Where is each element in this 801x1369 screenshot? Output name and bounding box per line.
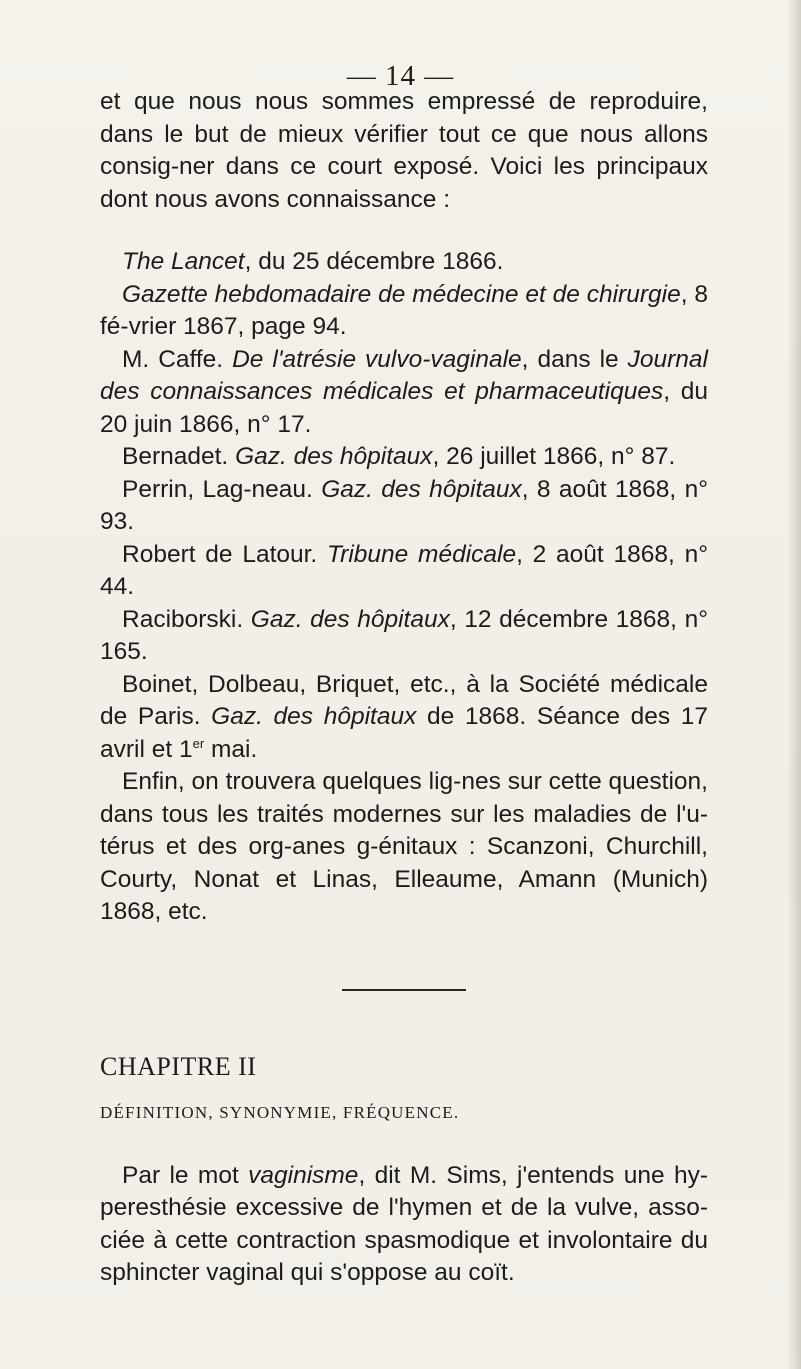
journal-title: Tribune médicale [327, 540, 517, 568]
reference-treatises: Enfin, on trouvera quelques lig-nes sur cette question, dans tous les traités modernes sur les maladies de l'u-térus et des org-anes g-énitaux : Scanzoni, Churchill, Courty, Nonat et Linas, Elleaume, Amann (Munich) 1868, etc. [100, 768, 708, 925]
journal-title: Gaz. des hôpitaux [235, 443, 433, 470]
reference-bernadet [100, 441, 708, 474]
reference-detail: , 2 août 1868, n° 44. [100, 540, 709, 600]
paragraph-text: , dit M. Sims, j'entends une hy-peresthésie excessive de l'hymen et de la vulve, asso-ciée à cette contraction spasmodique et involontaire du sphincter vaginal qui s'oppose au coït. [100, 1161, 708, 1286]
reference-author: Raciborski. [122, 605, 251, 633]
reference-detail: de 1868. Séance des 17 avril et 1 [100, 703, 708, 763]
text-block [100, 86, 708, 1290]
definition-paragraph [100, 1160, 708, 1290]
reference-lancet [100, 246, 708, 279]
page-edge-shadow [787, 0, 801, 1369]
intro-paragraph: et que nous nous sommes empressé de reproduire, dans le but de mieux vérifier tout ce que nous allons consig-ner dans ce court exposé. Voici les principaux dont nous avons connaissance : [100, 88, 708, 213]
reference-author: Robert de Latour. [122, 540, 328, 568]
reference-authors: Boinet, Dolbeau, Briquet, etc., à la Société médicale de Paris. [100, 670, 708, 730]
journal-title: Gaz. des hôpitaux [321, 475, 522, 503]
paragraph-text: Par le mot [122, 1161, 249, 1189]
reference-detail: , dans le [521, 345, 628, 373]
article-title: De l'atrésie vulvo-vaginale [232, 345, 522, 373]
chapter-subtitle: DÉFINITION, SYNONYMIE, FRÉQUENCE. [100, 1103, 460, 1122]
reference-gazette-hebdo [100, 279, 708, 344]
journal-title: Gaz. des hôpitaux [211, 703, 417, 730]
reference-detail: , du 25 décembre 1866. [244, 248, 504, 275]
reference-detail: , 8 fé-vrier 1867, page 94. [100, 280, 708, 340]
reference-robert-de-latour [100, 539, 708, 604]
reference-detail: , du 20 juin 1866, n° 17. [100, 378, 708, 438]
ordinal-superscript: er [192, 735, 205, 751]
reference-detail: , 12 décembre 1868, n° 165. [100, 605, 709, 665]
reference-societe-medicale [100, 669, 708, 767]
journal-title: Gaz. des hôpitaux [250, 605, 450, 633]
reference-detail: , 26 juillet 1866, n° 87. [432, 443, 676, 470]
reference-author: M. Caffe. [122, 345, 233, 373]
reference-author: Bernadet. [122, 443, 236, 470]
journal-title: The Lancet [122, 248, 245, 275]
journal-title: Journal des connaissances médicales et pharmaceutiques [100, 345, 708, 405]
reference-author: Perrin, Lag-neau. [122, 475, 322, 503]
reference-detail: , 8 août 1868, n° 93. [100, 475, 708, 535]
reference-raciborski [100, 604, 708, 669]
reference-perrin [100, 474, 708, 539]
page-number: — 14 — [346, 60, 455, 92]
reference-caffe [100, 344, 708, 442]
journal-title: Gazette hebdomadaire de médecine et de chirurgie [122, 280, 681, 308]
reference-detail: mai. [204, 735, 258, 763]
chapter-title: CHAPITRE II [100, 1051, 257, 1081]
defined-term: vaginisme [248, 1161, 359, 1189]
